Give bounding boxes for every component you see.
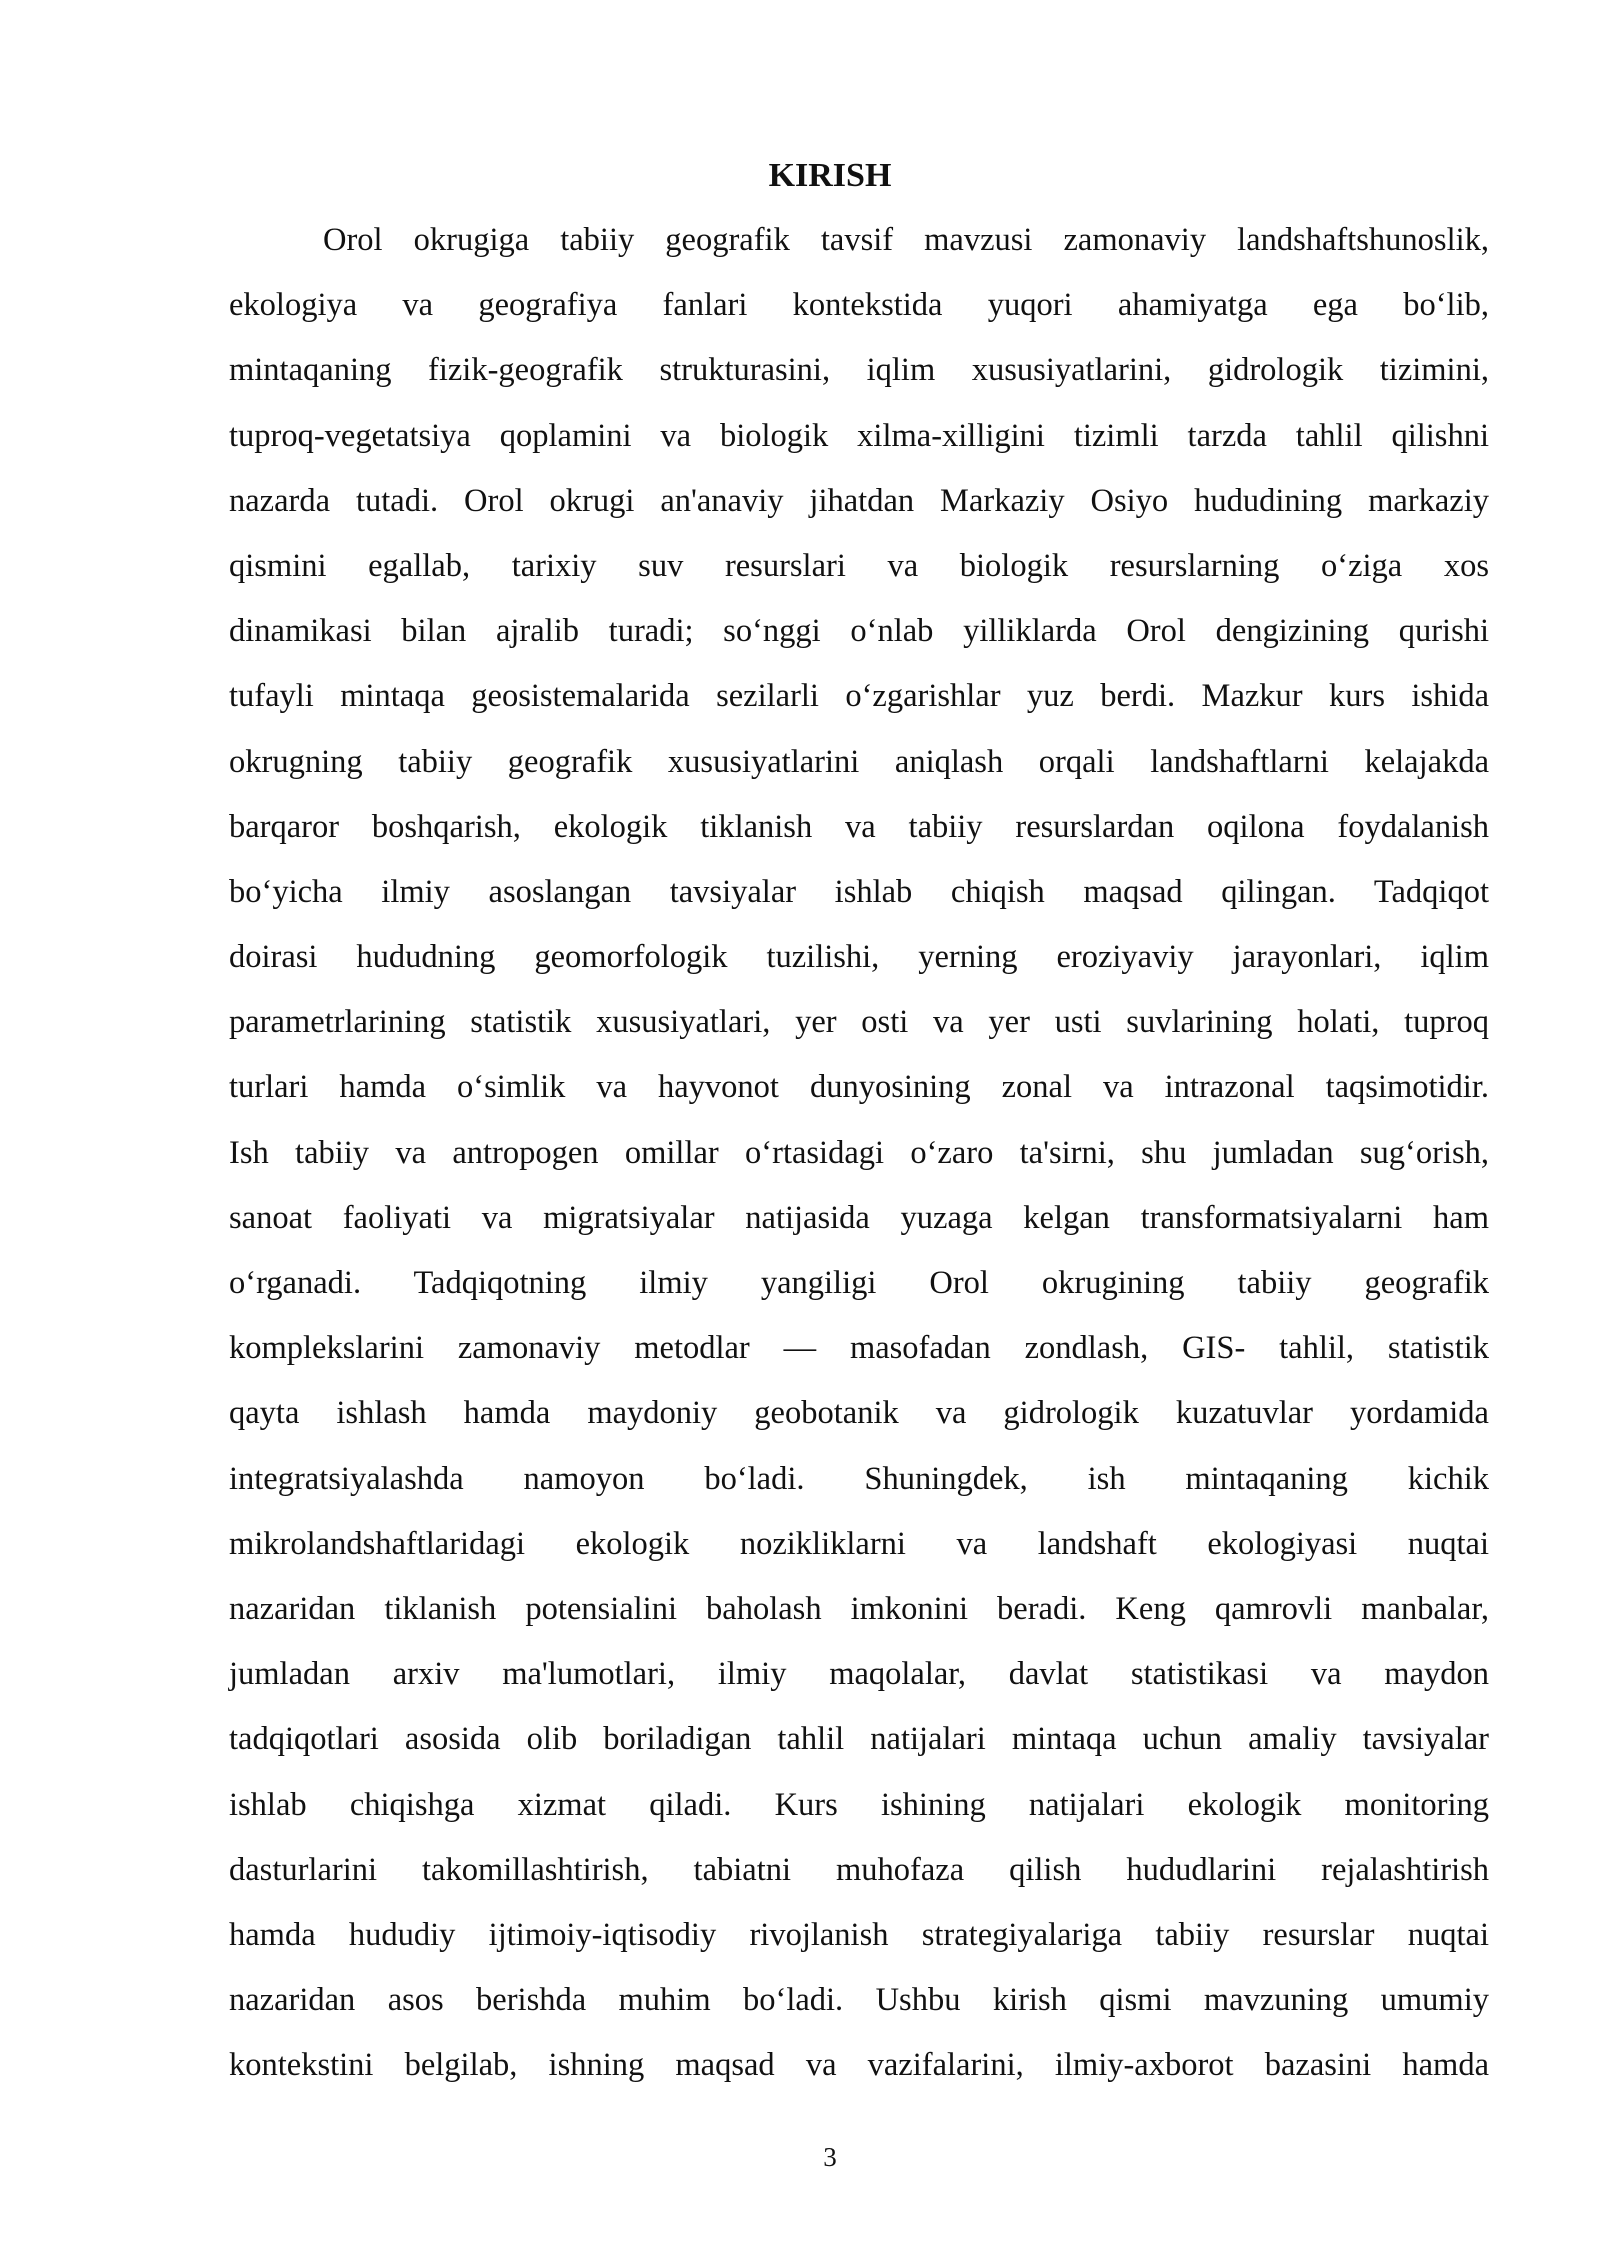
paragraph-line: Orol okrugiga tabiiy geografik tavsif mavzusi zamonaviy landshaftshunoslik, <box>323 222 1489 258</box>
paragraph-line: parametrlarining statistik xususiyatlari, yer osti va yer usti suvlarining holati, tuproq <box>229 1004 1489 1041</box>
paragraph-line: tadqiqotlari asosida olib boriladigan tahlil natijalari mintaqa uchun amaliy tavsiyalar <box>229 1721 1489 1758</box>
paragraph-line: Ish tabiiy va antropogen omillar oʻrtasidagi oʻzaro ta'sirni, shu jumladan sugʻorish, <box>229 1134 1489 1171</box>
paragraph-line: mikrolandshaftlaridagi ekologik nozikliklarni va landshaft ekologiyasi nuqtai <box>229 1525 1489 1562</box>
paragraph-line: oʻrganadi. Tadqiqotning ilmiy yangiligi Orol okrugining tabiiy geografik <box>229 1265 1489 1301</box>
paragraph-line: mintaqaning fizik-geografik strukturasini, iqlim xususiyatlarini, gidrologik tizimini, <box>229 352 1489 389</box>
paragraph-line: nazaridan tiklanish potensialini baholash imkonini beradi. Keng qamrovli manbalar, <box>229 1590 1489 1627</box>
paragraph-line: qayta ishlash hamda maydoniy geobotanik va gidrologik kuzatuvlar yordamida <box>229 1395 1489 1432</box>
paragraph-line: tufayli mintaqa geosistemalarida sezilarli oʻzgarishlar yuz berdi. Mazkur kurs ishida <box>229 678 1489 715</box>
paragraph-line: boʻyicha ilmiy asoslangan tavsiyalar ishlab chiqish maqsad qilingan. Tadqiqot <box>229 873 1489 910</box>
paragraph-line: kontekstini belgilab, ishning maqsad va vazifalarini, ilmiy-axborot bazasini hamda <box>229 2047 1489 2084</box>
paragraph-line: ekologiya va geografiya fanlari kontekstida yuqori ahamiyatga ega boʻlib, <box>229 287 1489 324</box>
paragraph-line: qismini egallab, tarixiy suv resurslari va biologik resurslarning oʻziga xos <box>229 547 1489 584</box>
page-number: 3 <box>823 2142 837 2172</box>
paragraph-line: nazarda tutadi. Orol okrugi an'anaviy jihatdan Markaziy Osiyo hududining markaziy <box>229 482 1489 519</box>
paragraph-line: turlari hamda oʻsimlik va hayvonot dunyosining zonal va intrazonal taqsimotidir. <box>229 1069 1489 1106</box>
paragraph-line: dasturlarini takomillashtirish, tabiatni muhofaza qilish hududlarini rejalashtirish <box>229 1851 1489 1888</box>
body-paragraph <box>229 208 1489 2098</box>
paragraph-line: dinamikasi bilan ajralib turadi; soʻnggi oʻnlab yilliklarda Orol dengizining qurishi <box>229 613 1489 650</box>
paragraph-line: barqaror boshqarish, ekologik tiklanish va tabiiy resurslardan oqilona foydalanish <box>229 808 1489 845</box>
paragraph-line: doirasi hududning geomorfologik tuzilishi, yerning eroziyaviy jarayonlari, iqlim <box>229 939 1489 976</box>
paragraph-line: integratsiyalashda namoyon boʻladi. Shuningdek, ish mintaqaning kichik <box>229 1460 1489 1497</box>
paragraph-line: nazaridan asos berishda muhim boʻladi. Ushbu kirish qismi mavzuning umumiy <box>229 1982 1489 2019</box>
paragraph-line: hamda hududiy ijtimoiy-iqtisodiy rivojlanish strategiyalariga tabiiy resurslar nuqtai <box>229 1916 1489 1953</box>
paragraph-line: okrugning tabiiy geografik xususiyatlarini aniqlash orqali landshaftlarni kelajakda <box>229 743 1489 780</box>
paragraph-line: tuproq-vegetatsiya qoplamini va biologik xilma-xilligini tizimli tarzda tahlil qilishni <box>229 417 1489 454</box>
paragraph-line: sanoat faoliyati va migratsiyalar natijasida yuzaga kelgan transformatsiyalarni ham <box>229 1199 1489 1236</box>
section-title: KIRISH <box>768 157 892 194</box>
paragraph-line: ishlab chiqishga xizmat qiladi. Kurs ishining natijalari ekologik monitoring <box>229 1786 1489 1823</box>
paragraph-line: komplekslarini zamonaviy metodlar — masofadan zondlash, GIS- tahlil, statistik <box>229 1330 1489 1367</box>
paragraph-line: jumladan arxiv ma'lumotlari, ilmiy maqolalar, davlat statistikasi va maydon <box>229 1656 1489 1693</box>
